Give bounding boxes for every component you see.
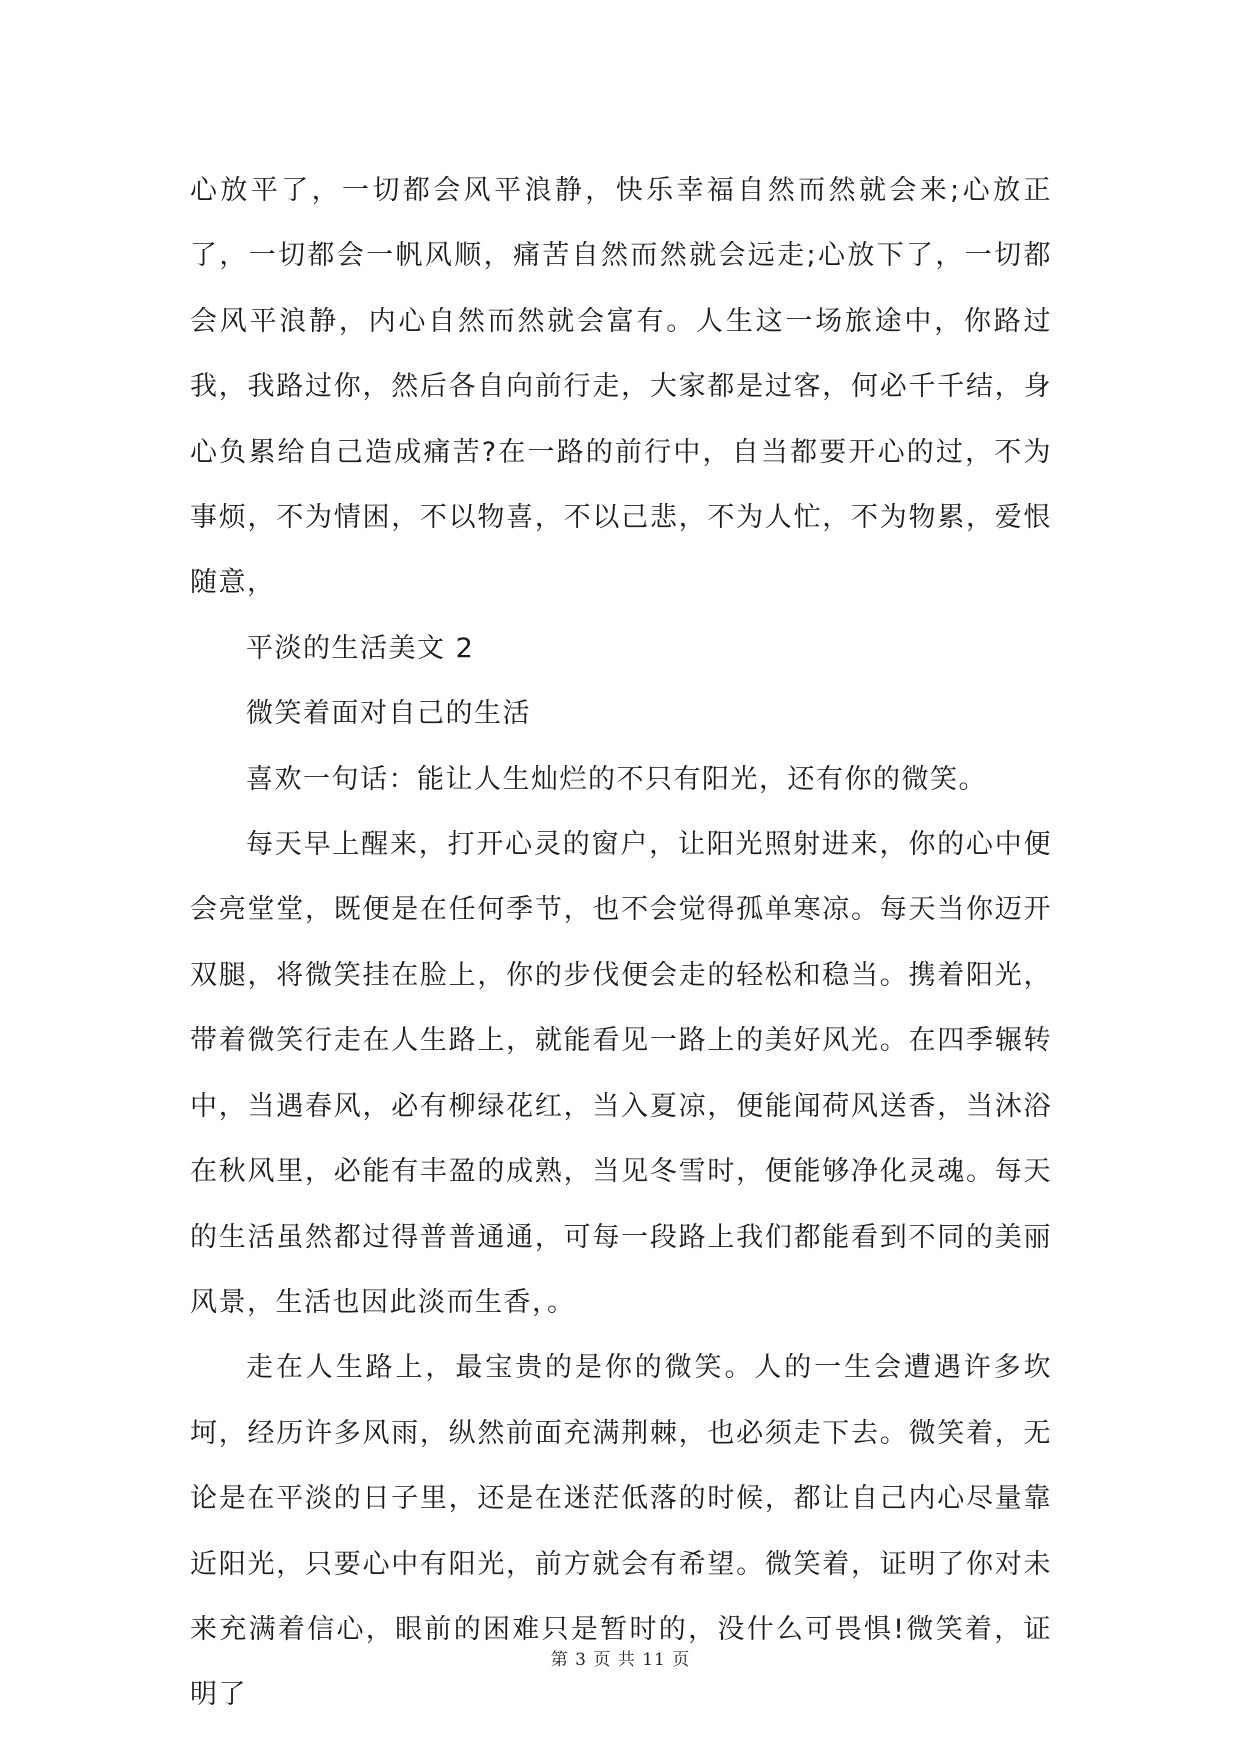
section-title: 平淡的生活美文 2 bbox=[246, 632, 475, 664]
body-paragraph: 每天早上醒来，打开心灵的窗户，让阳光照射进来，你的心中便会亮堂堂，既便是在任何季节，也不会觉得孤单寒凉。每天当你迈开双腿，将微笑挂在脸上，你的步伐便会走的轻松和稳当。携着阳光，带着微笑行走在人生路上，就能看见一路上的美好风光。在四季辗转中，当遇春风，必有柳绿花红，当入夏凉，便能闻荷风送香，当沐浴在秋风里，必能有丰盈的成熟，当见冬雪时，便能够净化灵魂。每天的生活虽然都过得普普通通，可每一段路上我们都能看到不同的美丽风景，生活也因此淡而生香，。 bbox=[190, 829, 1052, 1318]
body-paragraph: 走在人生路上，最宝贵的是你的微笑。人的一生会遭遇许多坎坷，经历许多风雨，纵然前面充满荆棘，也必须走下去。微笑着，无论是在平淡的日子里，还是在迷茫低落的时候，都让自己内心尽量靠近阳光，只要心中有阳光，前方就会有希望。微笑着，证明了你对未来充满着信心，眼前的困难只是暂时的，没什么可畏惧!微笑着，证明了 bbox=[190, 1352, 1052, 1711]
document-body bbox=[190, 158, 1052, 1728]
page-footer: 第 3 页 共 11 页 bbox=[550, 1650, 691, 1670]
intro-quote: 喜欢一句话：能让人生灿烂的不只有阳光，还有你的微笑。 bbox=[246, 763, 987, 795]
body-paragraph-continued: 心放平了，一切都会风平浪静，快乐幸福自然而然就会来;心放正了，一切都会一帆风顺，痛苦自然而然就会远走;心放下了，一切都会风平浪静，内心自然而然就会富有。人生这一场旅途中，你路过我，我路过你，然后各自向前行走，大家都是过客，何必千千结，身心负累给自己造成痛苦?在一路的前行中，自当都要开心的过，不为事烦，不为情困，不以物喜，不以己悲，不为人忙，不为物累，爱恨随意， bbox=[190, 175, 1052, 599]
article-subtitle: 微笑着面对自己的生活 bbox=[246, 698, 531, 730]
